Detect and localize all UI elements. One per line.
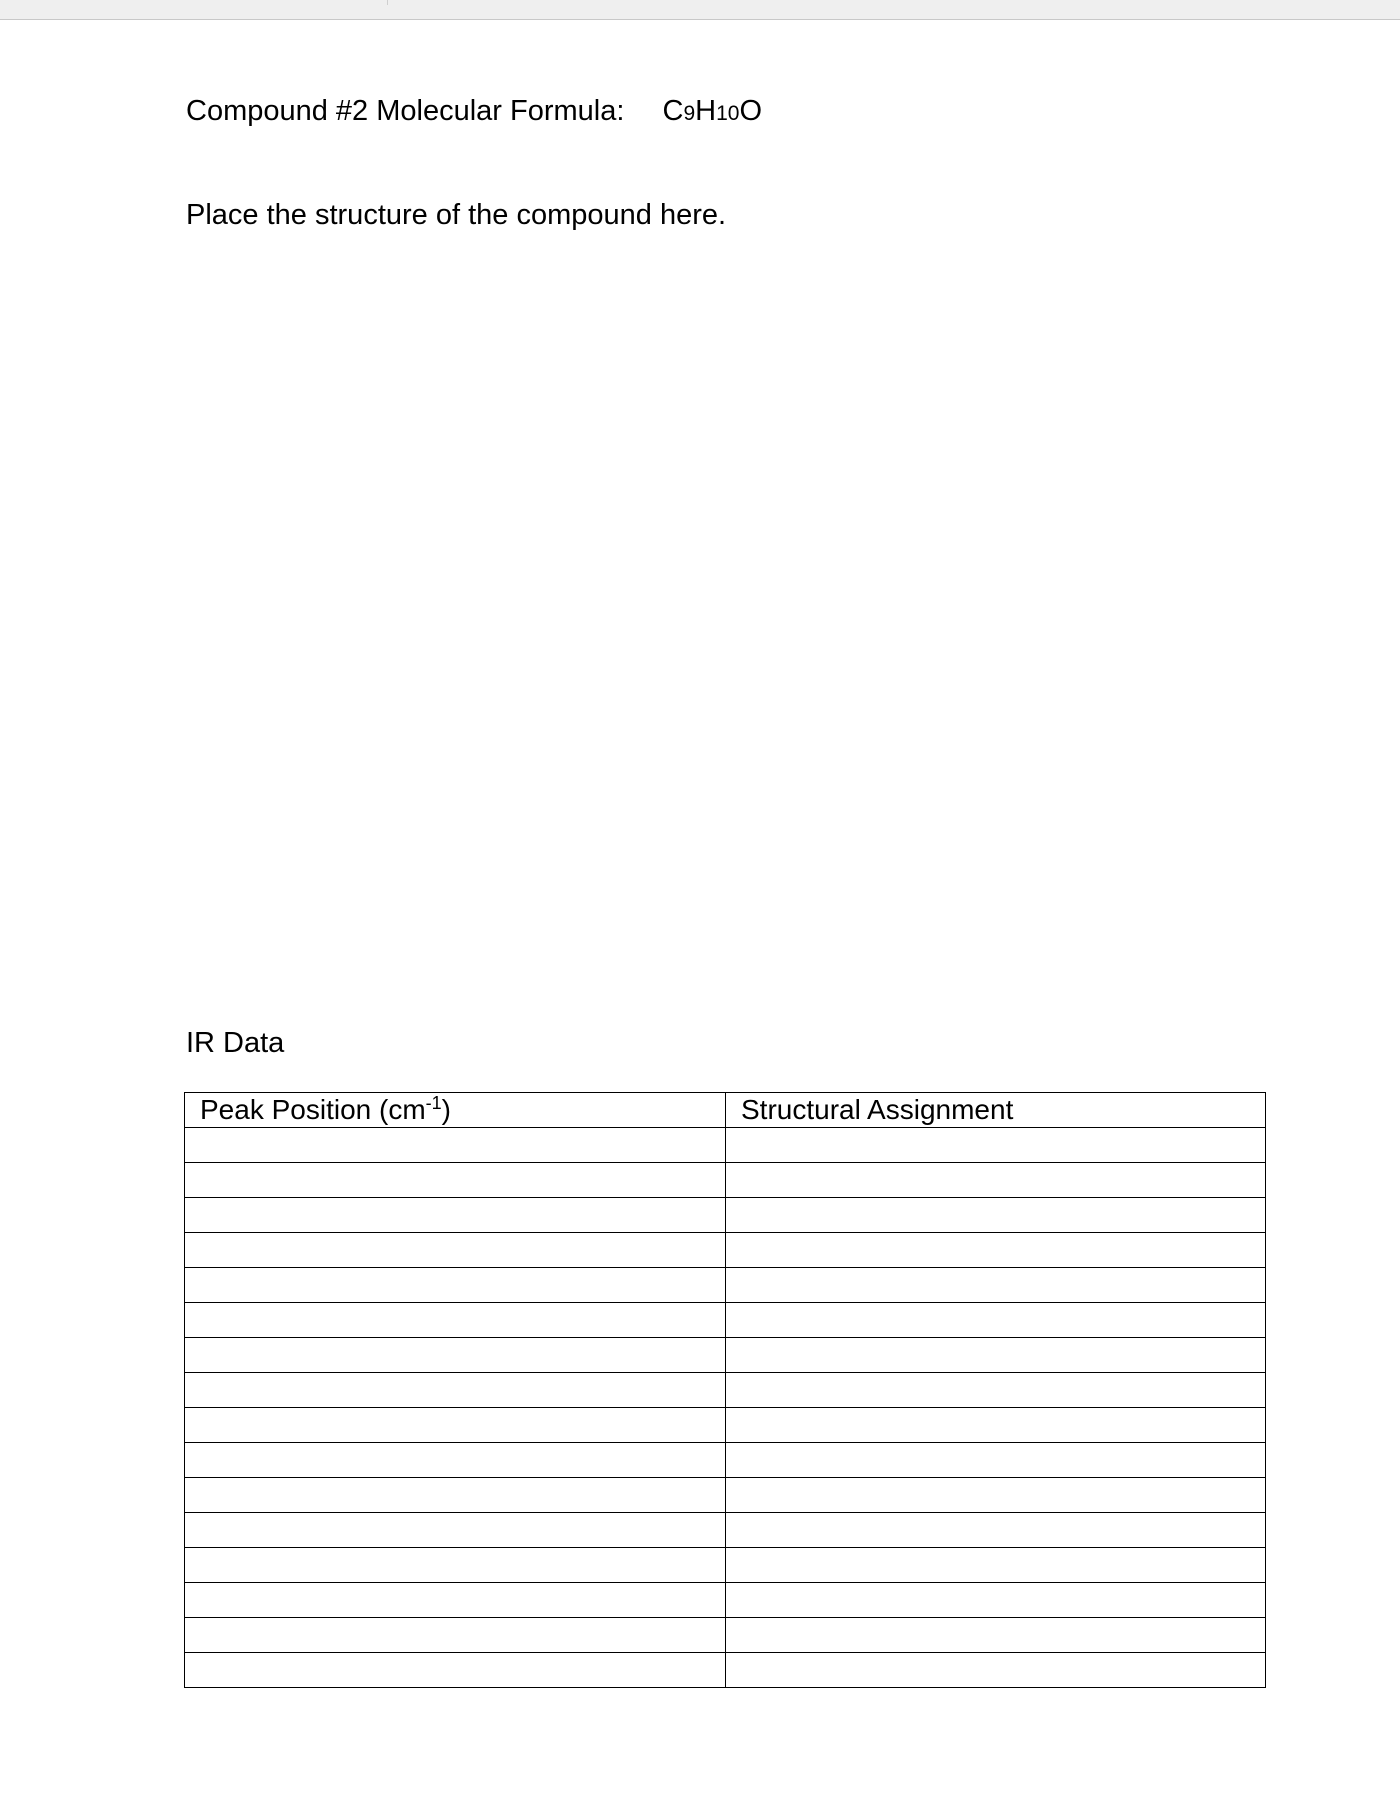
top-bar-tick-mark: [387, 0, 388, 5]
table-row: [185, 1198, 1266, 1233]
structural-assignment-cell[interactable]: [726, 1268, 1266, 1303]
peak-position-cell[interactable]: [185, 1198, 726, 1233]
structural-assignment-cell[interactable]: [726, 1408, 1266, 1443]
peak-position-cell[interactable]: [185, 1233, 726, 1268]
structural-assignment-cell[interactable]: [726, 1373, 1266, 1408]
formula-carbon: C: [662, 95, 684, 127]
table-row: [185, 1373, 1266, 1408]
structural-assignment-cell[interactable]: [726, 1548, 1266, 1583]
table-header-row: [185, 1093, 1266, 1128]
formula-hydrogen-count: 10: [716, 102, 740, 125]
molecular-formula: [663, 94, 763, 131]
structural-assignment-cell[interactable]: [726, 1128, 1266, 1163]
peak-position-cell[interactable]: [185, 1443, 726, 1478]
table-row: [185, 1163, 1266, 1198]
table-row: [185, 1338, 1266, 1373]
table-row: [185, 1408, 1266, 1443]
formula-label: Compound #2 Molecular Formula:: [186, 95, 625, 127]
structural-assignment-cell[interactable]: [726, 1198, 1266, 1233]
table-row: [185, 1618, 1266, 1653]
table-row: [185, 1583, 1266, 1618]
compound-title: [186, 94, 762, 131]
peak-position-cell[interactable]: [185, 1513, 726, 1548]
table-row: [185, 1548, 1266, 1583]
table-row: [185, 1268, 1266, 1303]
peak-position-cell[interactable]: [185, 1408, 726, 1443]
peak-position-cell[interactable]: [185, 1163, 726, 1198]
ir-data-table: [184, 1092, 1266, 1688]
structural-assignment-cell[interactable]: [726, 1653, 1266, 1688]
table-row: [185, 1303, 1266, 1338]
table-row: [185, 1478, 1266, 1513]
structural-assignment-cell[interactable]: [726, 1303, 1266, 1338]
table-row: [185, 1653, 1266, 1688]
document-page: [0, 20, 1400, 1817]
structural-assignment-cell[interactable]: [726, 1443, 1266, 1478]
peak-position-cell[interactable]: [185, 1373, 726, 1408]
peak-position-close-paren: ): [441, 1094, 451, 1125]
ir-data-heading: IR Data: [186, 1027, 285, 1059]
structural-assignment-cell[interactable]: [726, 1583, 1266, 1618]
peak-position-cell[interactable]: [185, 1268, 726, 1303]
formula-hydrogen: H: [695, 95, 717, 127]
peak-position-unit-exponent: -1: [425, 1093, 442, 1113]
structural-assignment-cell[interactable]: [726, 1478, 1266, 1513]
formula-carbon-count: 9: [683, 102, 696, 125]
ir-table-body: [185, 1128, 1266, 1688]
formula-oxygen: O: [739, 95, 763, 127]
structural-assignment-cell[interactable]: [726, 1338, 1266, 1373]
peak-position-cell[interactable]: [185, 1338, 726, 1373]
peak-position-cell[interactable]: [185, 1303, 726, 1338]
structure-instruction: Place the structure of the compound here.: [186, 199, 727, 231]
peak-position-cell[interactable]: [185, 1583, 726, 1618]
table-row: [185, 1443, 1266, 1478]
viewer-top-bar: [0, 0, 1400, 20]
peak-position-cell[interactable]: [185, 1128, 726, 1163]
structural-assignment-cell[interactable]: [726, 1618, 1266, 1653]
structural-assignment-header: Structural Assignment: [726, 1093, 1266, 1128]
peak-position-cell[interactable]: [185, 1653, 726, 1688]
peak-position-cell[interactable]: [185, 1618, 726, 1653]
peak-position-cell[interactable]: [185, 1548, 726, 1583]
structural-assignment-cell[interactable]: [726, 1163, 1266, 1198]
peak-position-header: [185, 1093, 726, 1128]
peak-position-cell[interactable]: [185, 1478, 726, 1513]
structural-assignment-cell[interactable]: [726, 1513, 1266, 1548]
peak-position-label: Peak Position (cm: [200, 1094, 426, 1125]
structural-assignment-cell[interactable]: [726, 1233, 1266, 1268]
table-row: [185, 1128, 1266, 1163]
table-row: [185, 1513, 1266, 1548]
table-row: [185, 1233, 1266, 1268]
